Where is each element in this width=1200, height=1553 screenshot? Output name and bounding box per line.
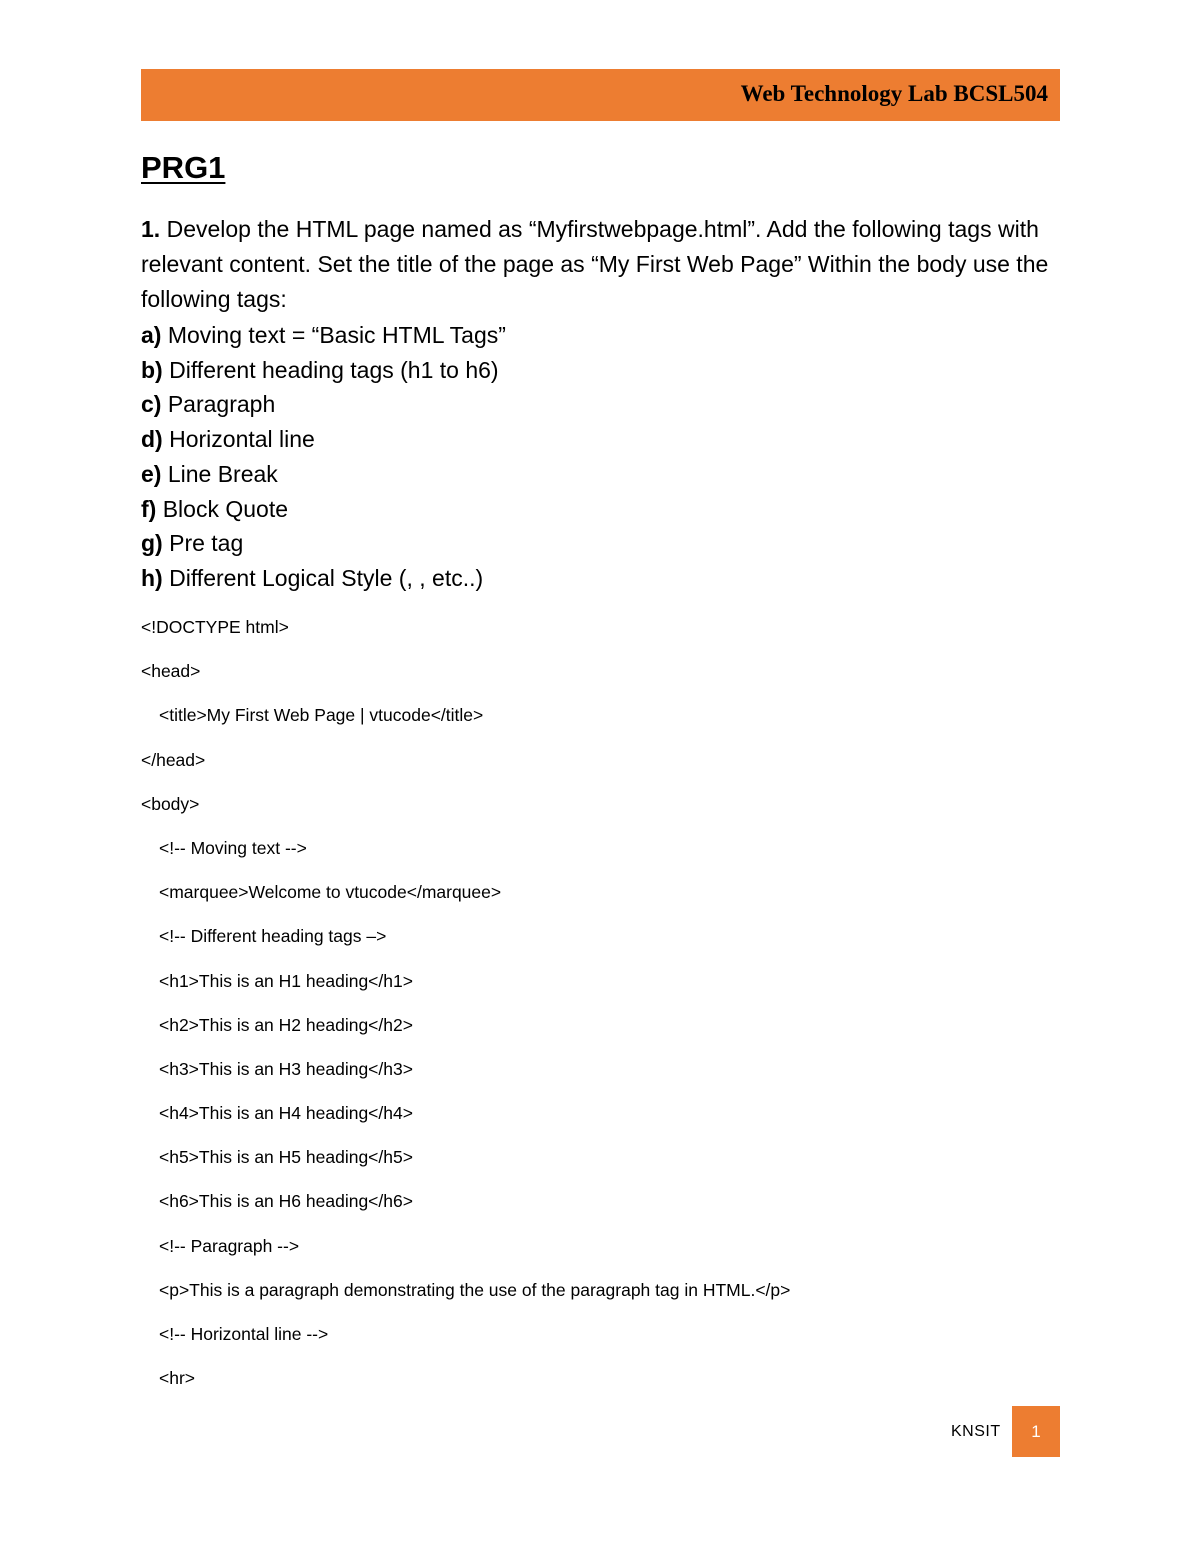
task-item [141, 387, 506, 422]
intro-text: Develop the HTML page named as “Myfirstwebpage.html”. Add the following tags with relevant content. Set the title of the page as “My First Web Page” Within the body use the following tags: [141, 216, 1049, 312]
task-item [141, 457, 506, 492]
code-line: <h1>This is an H1 heading</h1> [159, 970, 413, 991]
task-item [141, 526, 506, 561]
program-title: PRG1 [141, 150, 226, 185]
task-text: Line Break [161, 460, 278, 487]
header-title: Web Technology Lab BCSL504 [740, 81, 1048, 106]
footer-organization: KNSIT [951, 1423, 1001, 1440]
task-text: Paragraph [161, 391, 276, 418]
task-list [141, 318, 506, 596]
code-line: <!-- Moving text --> [159, 837, 307, 858]
task-text: Different heading tags (h1 to h6) [162, 356, 499, 383]
code-line: <h3>This is an H3 heading</h3> [159, 1058, 413, 1079]
task-item [141, 492, 506, 527]
task-text: Moving text = “Basic HTML Tags” [161, 322, 506, 348]
task-item [141, 561, 506, 596]
program-intro [141, 212, 1061, 317]
task-text: Block Quote [156, 495, 289, 522]
code-line: </head> [141, 749, 206, 770]
code-line: <h5>This is an H5 heading</h5> [159, 1147, 413, 1168]
code-line: <hr> [159, 1368, 195, 1389]
code-line: <!DOCTYPE html> [141, 617, 289, 637]
task-text: Different Logical Style (, , etc..) [162, 564, 484, 591]
task-text: Pre tag [162, 530, 244, 557]
page-number: 1 [1031, 1421, 1041, 1441]
code-line: <!-- Paragraph --> [159, 1235, 300, 1256]
header-band [141, 69, 1060, 121]
task-marker: a) [141, 322, 162, 348]
task-item [141, 422, 506, 457]
task-marker: f) [141, 495, 157, 522]
code-line: <!-- Different heading tags –> [159, 926, 387, 947]
page-number-box [1012, 1406, 1060, 1457]
code-line: <h6>This is an H6 heading</h6> [159, 1191, 413, 1212]
code-line: <!-- Horizontal line --> [159, 1324, 329, 1344]
code-listing [141, 613, 790, 1408]
code-line: <h4>This is an H4 heading</h4> [159, 1103, 413, 1124]
intro-number: 1. [141, 216, 161, 242]
task-item [141, 353, 506, 388]
task-marker: b) [141, 356, 163, 383]
task-marker: h) [141, 564, 163, 591]
code-line: <h2>This is an H2 heading</h2> [159, 1014, 413, 1035]
code-line: <title>My First Web Page | vtucode</title> [159, 705, 484, 726]
task-marker: d) [141, 426, 163, 453]
task-item [141, 318, 506, 353]
code-line: <p>This is a paragraph demonstrating the use of the paragraph tag in HTML.</p> [159, 1279, 791, 1300]
code-line: <body> [141, 793, 200, 814]
task-marker: c) [141, 391, 162, 418]
code-line: <marquee>Welcome to vtucode</marquee> [159, 882, 502, 903]
task-text: Horizontal line [162, 426, 315, 453]
code-line: <head> [141, 661, 201, 682]
task-marker: g) [141, 530, 163, 557]
task-marker: e) [141, 460, 162, 487]
